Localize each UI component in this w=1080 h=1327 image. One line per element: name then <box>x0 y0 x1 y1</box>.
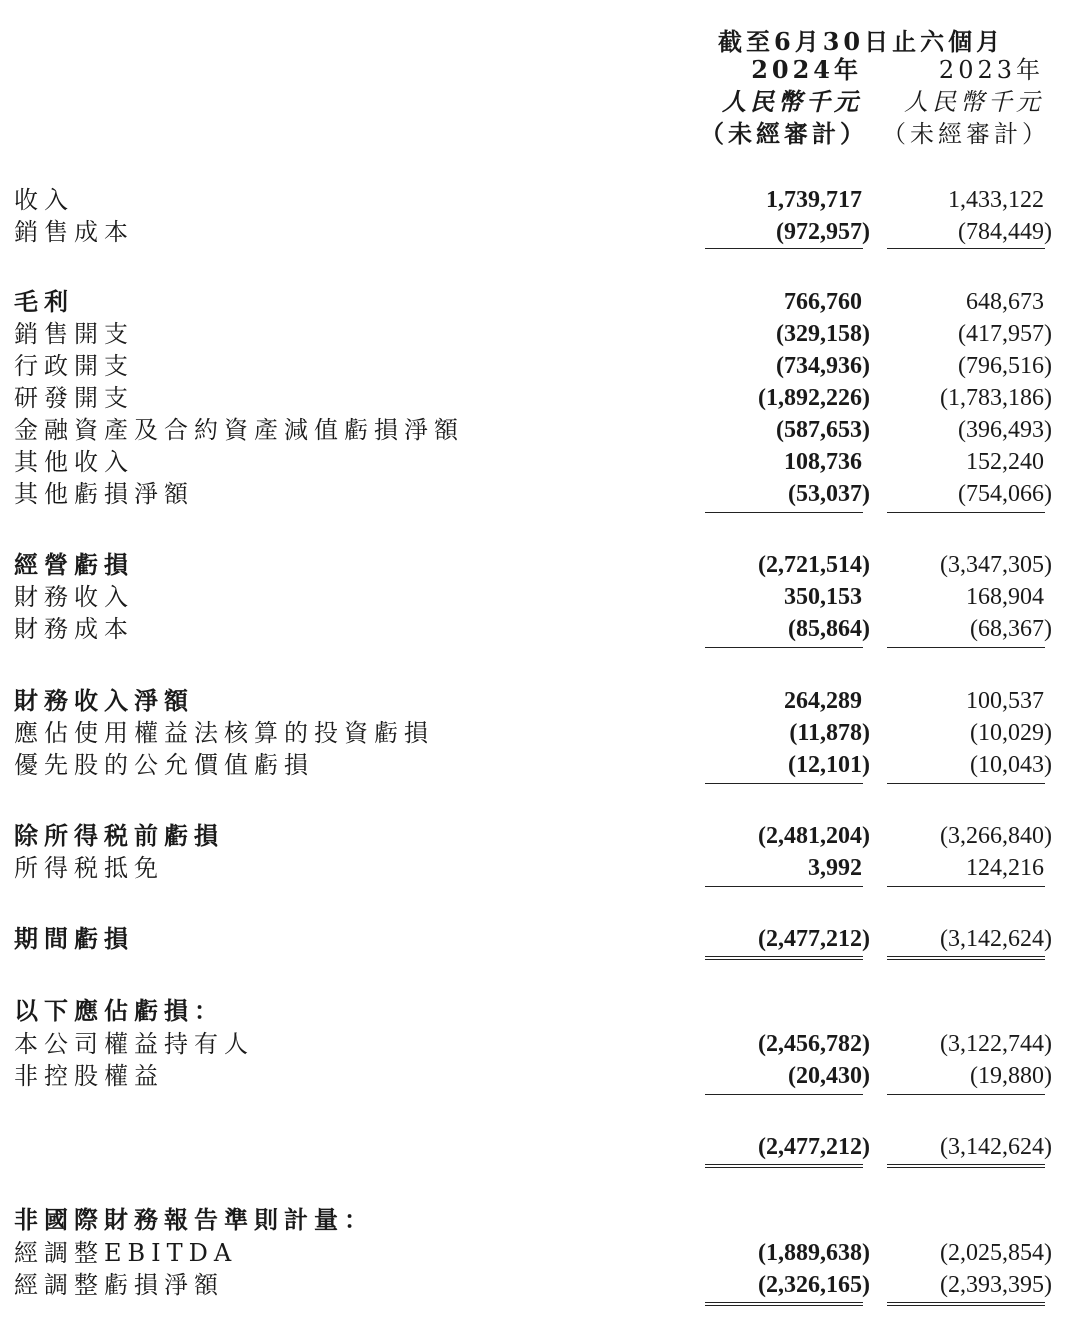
row-label: 本公司權益持有人 <box>14 1030 254 1058</box>
subtotal-rule <box>705 886 863 887</box>
value-2023: (784,449) <box>958 219 1052 245</box>
table-row-equity-holders <box>0 1028 1080 1060</box>
value-2023: (10,029) <box>970 720 1052 746</box>
total-double-rule <box>705 1164 863 1168</box>
subtotal-rule <box>887 1094 1045 1095</box>
subtotal-rule <box>887 783 1045 784</box>
table-row-other-income <box>0 446 1080 478</box>
value-2023: (10,043) <box>970 752 1052 778</box>
value-2024: (2,481,204) <box>758 823 870 849</box>
current-year-label: 2024年 <box>751 55 862 84</box>
value-2023: (2,025,854) <box>940 1240 1052 1266</box>
subtotal-rule <box>887 886 1045 887</box>
value-2023: 648,673 <box>966 289 1044 315</box>
value-2023: (417,957) <box>958 321 1052 347</box>
row-label: 收入 <box>14 186 74 214</box>
row-label: 銷售開支 <box>14 320 134 348</box>
value-2024: (1,889,638) <box>758 1240 870 1266</box>
row-label: 應佔使用權益法核算的投資虧損 <box>14 719 434 747</box>
row-label: 非國際財務報告準則計量： <box>14 1205 374 1234</box>
table-row-selling-expenses <box>0 318 1080 350</box>
value-2023: (754,066) <box>958 481 1052 507</box>
subtotal-rule <box>887 248 1045 249</box>
total-double-rule <box>705 1302 863 1306</box>
table-row-adjusted-ebitda <box>0 1237 1080 1269</box>
table-row-loss-before-tax <box>0 820 1080 852</box>
row-label: 非控股權益 <box>14 1062 164 1090</box>
value-2024: 108,736 <box>784 449 862 475</box>
table-row-revenue <box>0 184 1080 216</box>
value-2024: (12,101) <box>788 752 870 778</box>
row-label: 經調整虧損淨額 <box>14 1271 224 1299</box>
row-label: 期間虧損 <box>14 924 134 953</box>
value-2024: 264,289 <box>784 688 862 714</box>
table-row-share-of-investee-losses <box>0 717 1080 749</box>
row-label: 經營虧損 <box>14 550 134 579</box>
row-label: 財務收入淨額 <box>14 686 194 715</box>
subtotal-rule <box>887 647 1045 648</box>
value-2023: 100,537 <box>966 688 1044 714</box>
table-row-operating-loss <box>0 549 1080 581</box>
value-2024: 766,760 <box>784 289 862 315</box>
value-2024: (2,477,212) <box>758 1134 870 1160</box>
value-2024: (85,864) <box>788 616 870 642</box>
table-row-finance-income <box>0 581 1080 613</box>
table-row-other-losses <box>0 478 1080 510</box>
row-label: 除所得税前虧損 <box>14 821 224 850</box>
total-double-rule <box>887 956 1045 960</box>
value-2024: (53,037) <box>788 481 870 507</box>
row-label: 其他收入 <box>14 448 134 476</box>
prior-year-label: 2023年 <box>938 56 1044 84</box>
value-2023: (1,783,186) <box>940 385 1052 411</box>
prior-currency-label: 人民幣千元 <box>904 88 1044 116</box>
period-heading: 截至6月30日止六個月 <box>718 27 1005 56</box>
subtotal-rule <box>705 1094 863 1095</box>
table-row-attributable-total <box>0 1131 1080 1163</box>
value-2023: (2,393,395) <box>940 1272 1052 1298</box>
subtotal-rule <box>705 783 863 784</box>
value-2024: 1,739,717 <box>766 187 862 213</box>
row-label: 所得税抵免 <box>14 854 164 882</box>
value-2023: 124,216 <box>966 855 1044 881</box>
value-2023: 152,240 <box>966 449 1044 475</box>
row-label: 經調整EBITDA <box>14 1239 238 1267</box>
table-row-income-tax-credit <box>0 852 1080 884</box>
row-label: 財務收入 <box>14 583 134 611</box>
value-2023: (68,367) <box>970 616 1052 642</box>
table-row-impairment-losses <box>0 414 1080 446</box>
value-2024: (329,158) <box>776 321 870 347</box>
current-audit-note: （未經審計） <box>700 119 868 148</box>
value-2024: (1,892,226) <box>758 385 870 411</box>
row-label: 研發開支 <box>14 384 134 412</box>
row-label: 行政開支 <box>14 352 134 380</box>
section-heading-attributable <box>0 995 1080 1027</box>
row-label: 優先股的公允價值虧損 <box>14 751 314 779</box>
subtotal-rule <box>705 512 863 513</box>
value-2023: 1,433,122 <box>948 187 1044 213</box>
table-row-net-finance-income <box>0 685 1080 717</box>
table-row-adjusted-net-loss <box>0 1269 1080 1301</box>
row-label: 銷售成本 <box>14 218 134 246</box>
subtotal-rule <box>705 647 863 648</box>
row-label: 其他虧損淨額 <box>14 480 194 508</box>
value-2023: (3,142,624) <box>940 926 1052 952</box>
value-2024: (20,430) <box>788 1063 870 1089</box>
table-row-preferred-shares-fv-loss <box>0 749 1080 781</box>
prior-audit-note: （未經審計） <box>882 120 1050 148</box>
total-double-rule <box>887 1302 1045 1306</box>
subtotal-rule <box>705 248 863 249</box>
total-double-rule <box>705 956 863 960</box>
section-heading-non-ifrs <box>0 1204 1080 1236</box>
value-2024: (734,936) <box>776 353 870 379</box>
current-currency-label: 人民幣千元 <box>722 87 862 116</box>
value-2023: (796,516) <box>958 353 1052 379</box>
table-row-gross-profit <box>0 286 1080 318</box>
table-row-finance-costs <box>0 613 1080 645</box>
value-2023: (3,266,840) <box>940 823 1052 849</box>
value-2024: (2,326,165) <box>758 1272 870 1298</box>
value-2024: 350,153 <box>784 584 862 610</box>
table-row-admin-expenses <box>0 350 1080 382</box>
value-2023: 168,904 <box>966 584 1044 610</box>
value-2023: (3,122,744) <box>940 1031 1052 1057</box>
table-row-rd-expenses <box>0 382 1080 414</box>
value-2024: (972,957) <box>776 219 870 245</box>
row-label: 金融資產及合約資產減值虧損淨額 <box>14 416 464 444</box>
value-2024: 3,992 <box>808 855 862 881</box>
value-2023: (396,493) <box>958 417 1052 443</box>
total-double-rule <box>887 1164 1045 1168</box>
value-2023: (19,880) <box>970 1063 1052 1089</box>
value-2024: (2,456,782) <box>758 1031 870 1057</box>
row-label: 以下應佔虧損： <box>14 996 224 1025</box>
value-2023: (3,347,305) <box>940 552 1052 578</box>
row-label: 毛利 <box>14 287 74 316</box>
row-label: 財務成本 <box>14 615 134 643</box>
table-row-cost-of-sales <box>0 216 1080 248</box>
value-2024: (2,477,212) <box>758 926 870 952</box>
subtotal-rule <box>887 512 1045 513</box>
value-2024: (587,653) <box>776 417 870 443</box>
value-2023: (3,142,624) <box>940 1134 1052 1160</box>
table-row-loss-for-period <box>0 923 1080 955</box>
value-2024: (11,878) <box>789 720 870 746</box>
value-2024: (2,721,514) <box>758 552 870 578</box>
table-row-non-controlling-interests <box>0 1060 1080 1092</box>
